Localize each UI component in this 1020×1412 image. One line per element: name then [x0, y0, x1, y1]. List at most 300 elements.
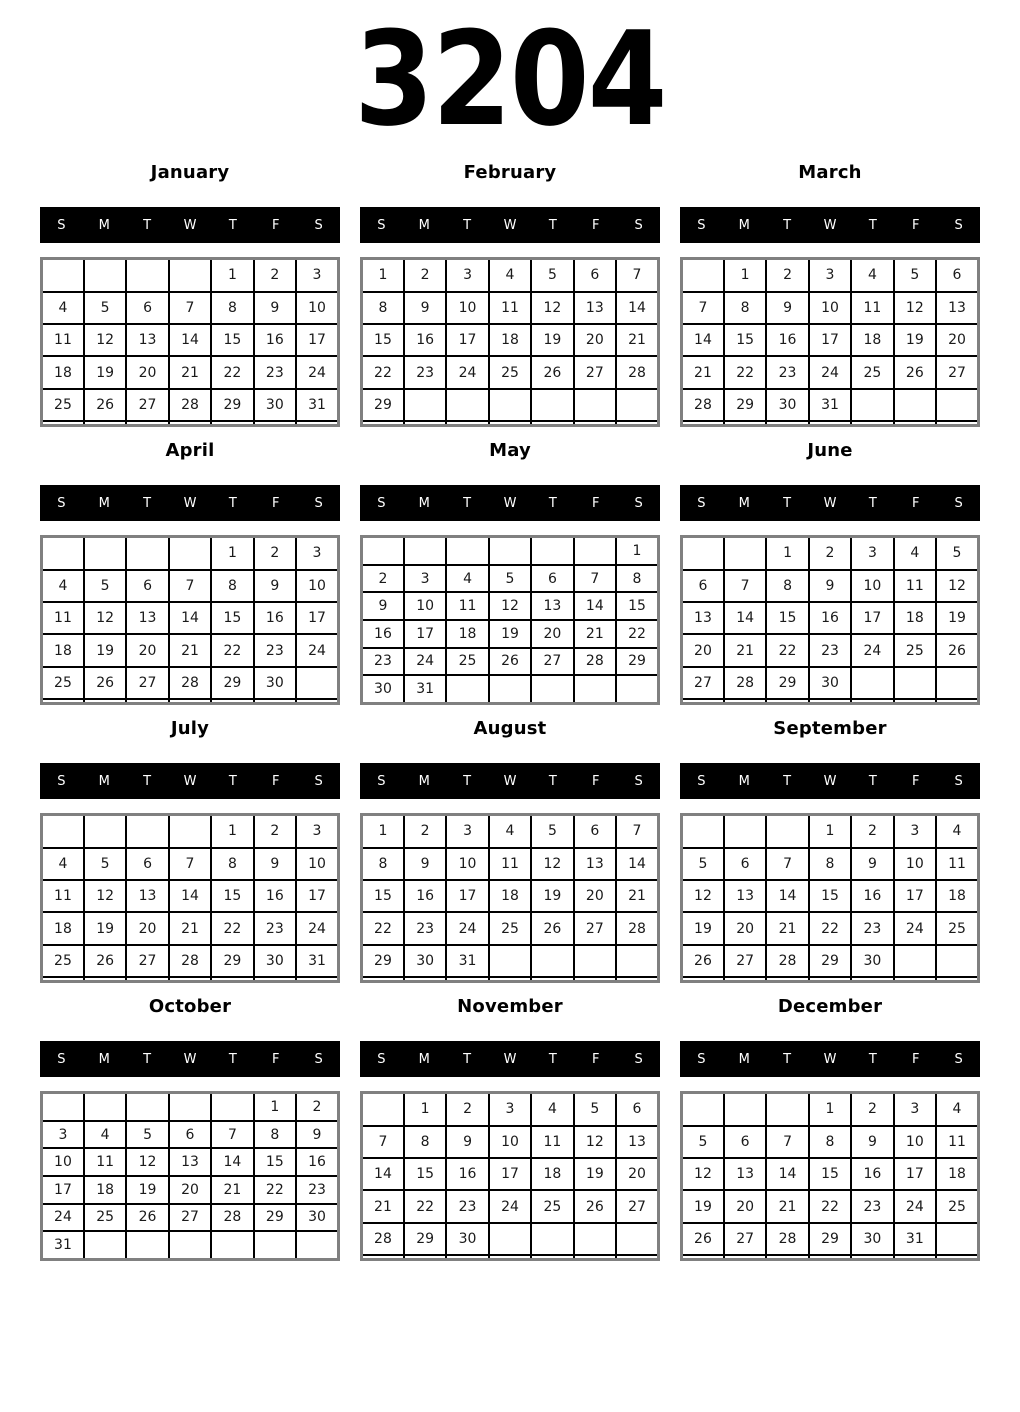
date-cell: 9 [254, 848, 296, 880]
empty-date-cell [489, 389, 531, 421]
day-of-week-header [680, 485, 980, 521]
date-cell: 22 [362, 912, 404, 944]
date-cell: 30 [766, 389, 808, 421]
empty-date-cell [531, 389, 573, 421]
empty-date-cell [574, 537, 616, 565]
day-of-week-label: T [463, 495, 472, 511]
date-cell: 25 [489, 912, 531, 944]
date-cell: 22 [211, 634, 253, 666]
date-cell: 10 [894, 1126, 936, 1158]
week-row [42, 1093, 339, 1121]
date-cell: 13 [616, 1126, 658, 1158]
week-row [362, 389, 659, 421]
date-cell: 1 [809, 1093, 851, 1126]
date-cell: 18 [84, 1176, 126, 1204]
day-of-week-label: T [228, 773, 237, 789]
week-row [42, 815, 339, 848]
date-cell: 26 [84, 945, 126, 977]
week-row [362, 537, 659, 565]
date-cell: 5 [682, 1126, 724, 1158]
day-of-week-header [680, 763, 980, 799]
date-cell: 28 [169, 667, 211, 699]
empty-date-cell [724, 421, 766, 426]
empty-date-cell [489, 945, 531, 977]
date-cell: 31 [404, 675, 446, 703]
empty-date-cell [362, 977, 404, 982]
date-cell: 23 [254, 912, 296, 944]
day-of-week-label: T [548, 773, 557, 789]
empty-date-cell [894, 945, 936, 977]
date-cell: 23 [766, 356, 808, 388]
empty-date-cell [574, 977, 616, 982]
empty-date-cell [84, 1231, 126, 1259]
week-row [682, 421, 979, 426]
empty-date-cell [936, 699, 978, 704]
date-cell: 28 [766, 945, 808, 977]
empty-date-cell [766, 1093, 808, 1126]
empty-date-cell [616, 389, 658, 421]
empty-date-cell [531, 675, 573, 703]
empty-date-cell [682, 421, 724, 426]
date-cell: 5 [682, 848, 724, 880]
date-cell: 7 [169, 292, 211, 324]
empty-date-cell [616, 675, 658, 703]
week-row [362, 1158, 659, 1190]
date-cell: 19 [489, 620, 531, 648]
day-of-week-label: S [57, 217, 66, 233]
date-cell: 16 [362, 620, 404, 648]
date-cell: 27 [531, 648, 573, 676]
month-date-grid [40, 535, 340, 705]
empty-date-cell [296, 699, 338, 704]
month-date-grid [680, 535, 980, 705]
date-cell: 9 [766, 292, 808, 324]
empty-date-cell [531, 1223, 573, 1255]
date-cell: 25 [851, 356, 893, 388]
week-row [682, 699, 979, 704]
week-row [362, 945, 659, 977]
week-row [682, 1223, 979, 1255]
week-row [42, 602, 339, 634]
date-cell: 12 [531, 292, 573, 324]
date-cell: 2 [446, 1093, 488, 1126]
empty-date-cell [574, 675, 616, 703]
date-cell: 30 [851, 945, 893, 977]
week-row [682, 1093, 979, 1126]
date-cell: 11 [894, 570, 936, 602]
date-cell: 8 [211, 292, 253, 324]
empty-date-cell [126, 259, 168, 292]
date-cell: 10 [296, 570, 338, 602]
date-cell: 13 [126, 602, 168, 634]
day-of-week-label: W [183, 217, 197, 233]
date-cell: 6 [682, 570, 724, 602]
empty-date-cell [851, 1255, 893, 1260]
week-row [682, 389, 979, 421]
date-cell: 28 [616, 356, 658, 388]
date-cell: 7 [169, 570, 211, 602]
day-of-week-label: W [503, 217, 517, 233]
empty-date-cell [724, 815, 766, 848]
date-cell: 22 [809, 912, 851, 944]
empty-date-cell [682, 699, 724, 704]
empty-date-cell [211, 1231, 253, 1259]
date-cell: 2 [851, 1093, 893, 1126]
empty-date-cell [211, 699, 253, 704]
day-of-week-label: S [697, 1051, 706, 1067]
empty-date-cell [894, 699, 936, 704]
date-cell: 25 [936, 1190, 978, 1222]
date-cell: 20 [724, 1190, 766, 1222]
month-title: January [150, 162, 230, 183]
date-cell: 22 [766, 634, 808, 666]
date-cell: 16 [851, 880, 893, 912]
date-cell: 31 [446, 945, 488, 977]
date-cell: 25 [42, 389, 84, 421]
day-of-week-label: M [418, 217, 430, 233]
date-cell: 27 [126, 667, 168, 699]
date-cell: 22 [211, 356, 253, 388]
date-cell: 12 [894, 292, 936, 324]
empty-date-cell [169, 699, 211, 704]
day-of-week-label: T [548, 217, 557, 233]
date-cell: 16 [254, 880, 296, 912]
date-cell: 14 [724, 602, 766, 634]
day-of-week-label: F [271, 217, 280, 233]
date-cell: 25 [446, 648, 488, 676]
week-row [682, 977, 979, 982]
day-of-week-label: T [143, 495, 152, 511]
date-cell: 21 [724, 634, 766, 666]
date-cell: 4 [894, 537, 936, 570]
date-cell: 15 [809, 880, 851, 912]
week-row [682, 602, 979, 634]
date-cell: 6 [126, 848, 168, 880]
empty-date-cell [446, 1255, 488, 1260]
week-row [42, 1231, 339, 1259]
empty-date-cell [574, 1255, 616, 1260]
month-june [680, 428, 980, 706]
empty-date-cell [42, 259, 84, 292]
date-cell: 1 [362, 259, 404, 292]
date-cell: 13 [724, 880, 766, 912]
week-row [42, 848, 339, 880]
empty-date-cell [84, 421, 126, 426]
date-cell: 29 [211, 667, 253, 699]
day-of-week-label: W [823, 217, 837, 233]
date-cell: 19 [126, 1176, 168, 1204]
date-cell: 27 [126, 945, 168, 977]
day-of-week-label: F [271, 1051, 280, 1067]
week-row [42, 421, 339, 426]
month-title: December [777, 996, 883, 1017]
date-cell: 4 [489, 815, 531, 848]
date-cell: 13 [574, 292, 616, 324]
date-cell: 4 [42, 570, 84, 602]
day-of-week-label: M [738, 773, 750, 789]
date-cell: 26 [84, 667, 126, 699]
day-of-week-label: T [783, 495, 792, 511]
date-cell: 19 [84, 634, 126, 666]
date-cell: 3 [296, 815, 338, 848]
date-cell: 17 [296, 324, 338, 356]
empty-date-cell [169, 537, 211, 570]
week-row [682, 667, 979, 699]
empty-date-cell [296, 667, 338, 699]
date-cell: 23 [851, 912, 893, 944]
date-cell: 17 [42, 1176, 84, 1204]
date-cell: 20 [169, 1176, 211, 1204]
month-date-grid [680, 257, 980, 427]
empty-date-cell [616, 421, 658, 426]
date-cell: 29 [211, 389, 253, 421]
empty-date-cell [851, 977, 893, 982]
day-of-week-label: M [418, 1051, 430, 1067]
day-of-week-label: W [183, 773, 197, 789]
day-of-week-label: T [783, 773, 792, 789]
date-cell: 24 [851, 634, 893, 666]
date-cell: 30 [446, 1223, 488, 1255]
date-cell: 12 [574, 1126, 616, 1158]
date-cell: 24 [296, 356, 338, 388]
day-of-week-label: M [738, 217, 750, 233]
empty-date-cell [894, 977, 936, 982]
month-title: June [807, 440, 853, 461]
empty-date-cell [211, 1093, 253, 1121]
empty-date-cell [42, 977, 84, 982]
date-cell: 17 [894, 1158, 936, 1190]
empty-date-cell [766, 1255, 808, 1260]
date-cell: 7 [574, 565, 616, 593]
empty-date-cell [936, 421, 978, 426]
day-of-week-label: S [57, 1051, 66, 1067]
date-cell: 6 [616, 1093, 658, 1126]
date-cell: 15 [211, 602, 253, 634]
date-cell: 21 [169, 912, 211, 944]
day-of-week-label: T [228, 217, 237, 233]
date-cell: 18 [936, 1158, 978, 1190]
date-cell: 23 [446, 1190, 488, 1222]
empty-date-cell [169, 977, 211, 982]
date-cell: 12 [489, 592, 531, 620]
date-cell: 29 [404, 1223, 446, 1255]
date-cell: 26 [936, 634, 978, 666]
empty-date-cell [254, 1231, 296, 1259]
week-row [362, 1126, 659, 1158]
day-of-week-label: M [98, 495, 110, 511]
day-of-week-label: S [697, 217, 706, 233]
date-cell: 29 [809, 1223, 851, 1255]
date-cell: 16 [254, 324, 296, 356]
empty-date-cell [404, 1255, 446, 1260]
date-cell: 27 [574, 356, 616, 388]
date-cell: 15 [362, 324, 404, 356]
empty-date-cell [126, 537, 168, 570]
date-cell: 14 [362, 1158, 404, 1190]
date-cell: 16 [809, 602, 851, 634]
week-row [682, 292, 979, 324]
day-of-week-label: S [377, 495, 386, 511]
day-of-week-label: T [783, 217, 792, 233]
date-cell: 11 [489, 292, 531, 324]
empty-date-cell [169, 1231, 211, 1259]
date-cell: 21 [169, 356, 211, 388]
day-of-week-label: S [697, 773, 706, 789]
date-cell: 25 [84, 1204, 126, 1232]
month-title: February [463, 162, 557, 183]
date-cell: 23 [254, 634, 296, 666]
date-cell: 11 [489, 848, 531, 880]
day-of-week-label: W [823, 1051, 837, 1067]
week-row [682, 912, 979, 944]
date-cell: 3 [809, 259, 851, 292]
date-cell: 26 [894, 356, 936, 388]
week-row [362, 1190, 659, 1222]
day-of-week-label: F [911, 1051, 920, 1067]
week-row [682, 634, 979, 666]
empty-date-cell [724, 699, 766, 704]
day-of-week-label: S [57, 773, 66, 789]
empty-date-cell [489, 977, 531, 982]
day-of-week-label: S [954, 495, 963, 511]
date-cell: 22 [362, 356, 404, 388]
date-cell: 22 [616, 620, 658, 648]
date-cell: 27 [126, 389, 168, 421]
date-cell: 4 [42, 848, 84, 880]
date-cell: 17 [489, 1158, 531, 1190]
date-cell: 9 [362, 592, 404, 620]
empty-date-cell [766, 815, 808, 848]
empty-date-cell [616, 1255, 658, 1260]
month-title: April [165, 440, 215, 461]
date-cell: 8 [404, 1126, 446, 1158]
date-cell: 6 [531, 565, 573, 593]
empty-date-cell [296, 1231, 338, 1259]
date-cell: 21 [362, 1190, 404, 1222]
date-cell: 23 [404, 356, 446, 388]
week-row [362, 1255, 659, 1260]
month-july [40, 706, 340, 984]
date-cell: 8 [809, 1126, 851, 1158]
date-cell: 2 [404, 259, 446, 292]
day-of-week-label: F [911, 495, 920, 511]
day-of-week-label: S [634, 773, 643, 789]
date-cell: 20 [574, 324, 616, 356]
month-date-grid [40, 1091, 340, 1261]
date-cell: 12 [84, 880, 126, 912]
date-cell: 26 [531, 912, 573, 944]
date-cell: 3 [894, 815, 936, 848]
empty-date-cell [446, 389, 488, 421]
empty-date-cell [362, 537, 404, 565]
date-cell: 30 [296, 1204, 338, 1232]
month-december [680, 984, 980, 1262]
empty-date-cell [682, 815, 724, 848]
date-cell: 21 [766, 912, 808, 944]
date-cell: 28 [574, 648, 616, 676]
empty-date-cell [682, 259, 724, 292]
date-cell: 6 [126, 292, 168, 324]
date-cell: 3 [404, 565, 446, 593]
day-of-week-label: T [143, 1051, 152, 1067]
empty-date-cell [211, 421, 253, 426]
week-row [42, 1121, 339, 1149]
date-cell: 10 [489, 1126, 531, 1158]
date-cell: 18 [489, 324, 531, 356]
date-cell: 2 [296, 1093, 338, 1121]
date-cell: 16 [766, 324, 808, 356]
date-cell: 15 [616, 592, 658, 620]
date-cell: 30 [254, 389, 296, 421]
date-cell: 13 [126, 880, 168, 912]
month-april [40, 428, 340, 706]
date-cell: 28 [169, 389, 211, 421]
week-row [682, 1255, 979, 1260]
date-cell: 30 [851, 1223, 893, 1255]
date-cell: 4 [851, 259, 893, 292]
day-of-week-label: F [591, 773, 600, 789]
date-cell: 25 [42, 667, 84, 699]
month-september [680, 706, 980, 984]
week-row [42, 259, 339, 292]
month-title: September [773, 718, 887, 739]
date-cell: 8 [724, 292, 766, 324]
empty-date-cell [404, 977, 446, 982]
date-cell: 21 [766, 1190, 808, 1222]
date-cell: 19 [84, 912, 126, 944]
week-row [362, 620, 659, 648]
date-cell: 28 [724, 667, 766, 699]
date-cell: 16 [446, 1158, 488, 1190]
date-cell: 15 [404, 1158, 446, 1190]
day-of-week-label: T [463, 773, 472, 789]
date-cell: 27 [724, 945, 766, 977]
day-of-week-label: T [143, 773, 152, 789]
day-of-week-label: T [783, 1051, 792, 1067]
date-cell: 9 [809, 570, 851, 602]
month-title: March [798, 162, 862, 183]
week-row [362, 565, 659, 593]
date-cell: 12 [84, 602, 126, 634]
date-cell: 9 [446, 1126, 488, 1158]
date-cell: 15 [809, 1158, 851, 1190]
date-cell: 23 [362, 648, 404, 676]
date-cell: 10 [296, 848, 338, 880]
date-cell: 8 [211, 848, 253, 880]
date-cell: 14 [616, 848, 658, 880]
date-cell: 8 [211, 570, 253, 602]
date-cell: 31 [42, 1231, 84, 1259]
date-cell: 10 [809, 292, 851, 324]
date-cell: 30 [404, 945, 446, 977]
empty-date-cell [362, 1093, 404, 1126]
date-cell: 19 [574, 1158, 616, 1190]
empty-date-cell [724, 977, 766, 982]
day-of-week-label: T [143, 217, 152, 233]
date-cell: 28 [211, 1204, 253, 1232]
date-cell: 27 [574, 912, 616, 944]
date-cell: 1 [809, 815, 851, 848]
date-cell: 29 [362, 945, 404, 977]
week-row [362, 648, 659, 676]
date-cell: 31 [894, 1223, 936, 1255]
date-cell: 14 [616, 292, 658, 324]
date-cell: 14 [766, 1158, 808, 1190]
date-cell: 11 [531, 1126, 573, 1158]
date-cell: 17 [809, 324, 851, 356]
date-cell: 3 [851, 537, 893, 570]
date-cell: 28 [682, 389, 724, 421]
